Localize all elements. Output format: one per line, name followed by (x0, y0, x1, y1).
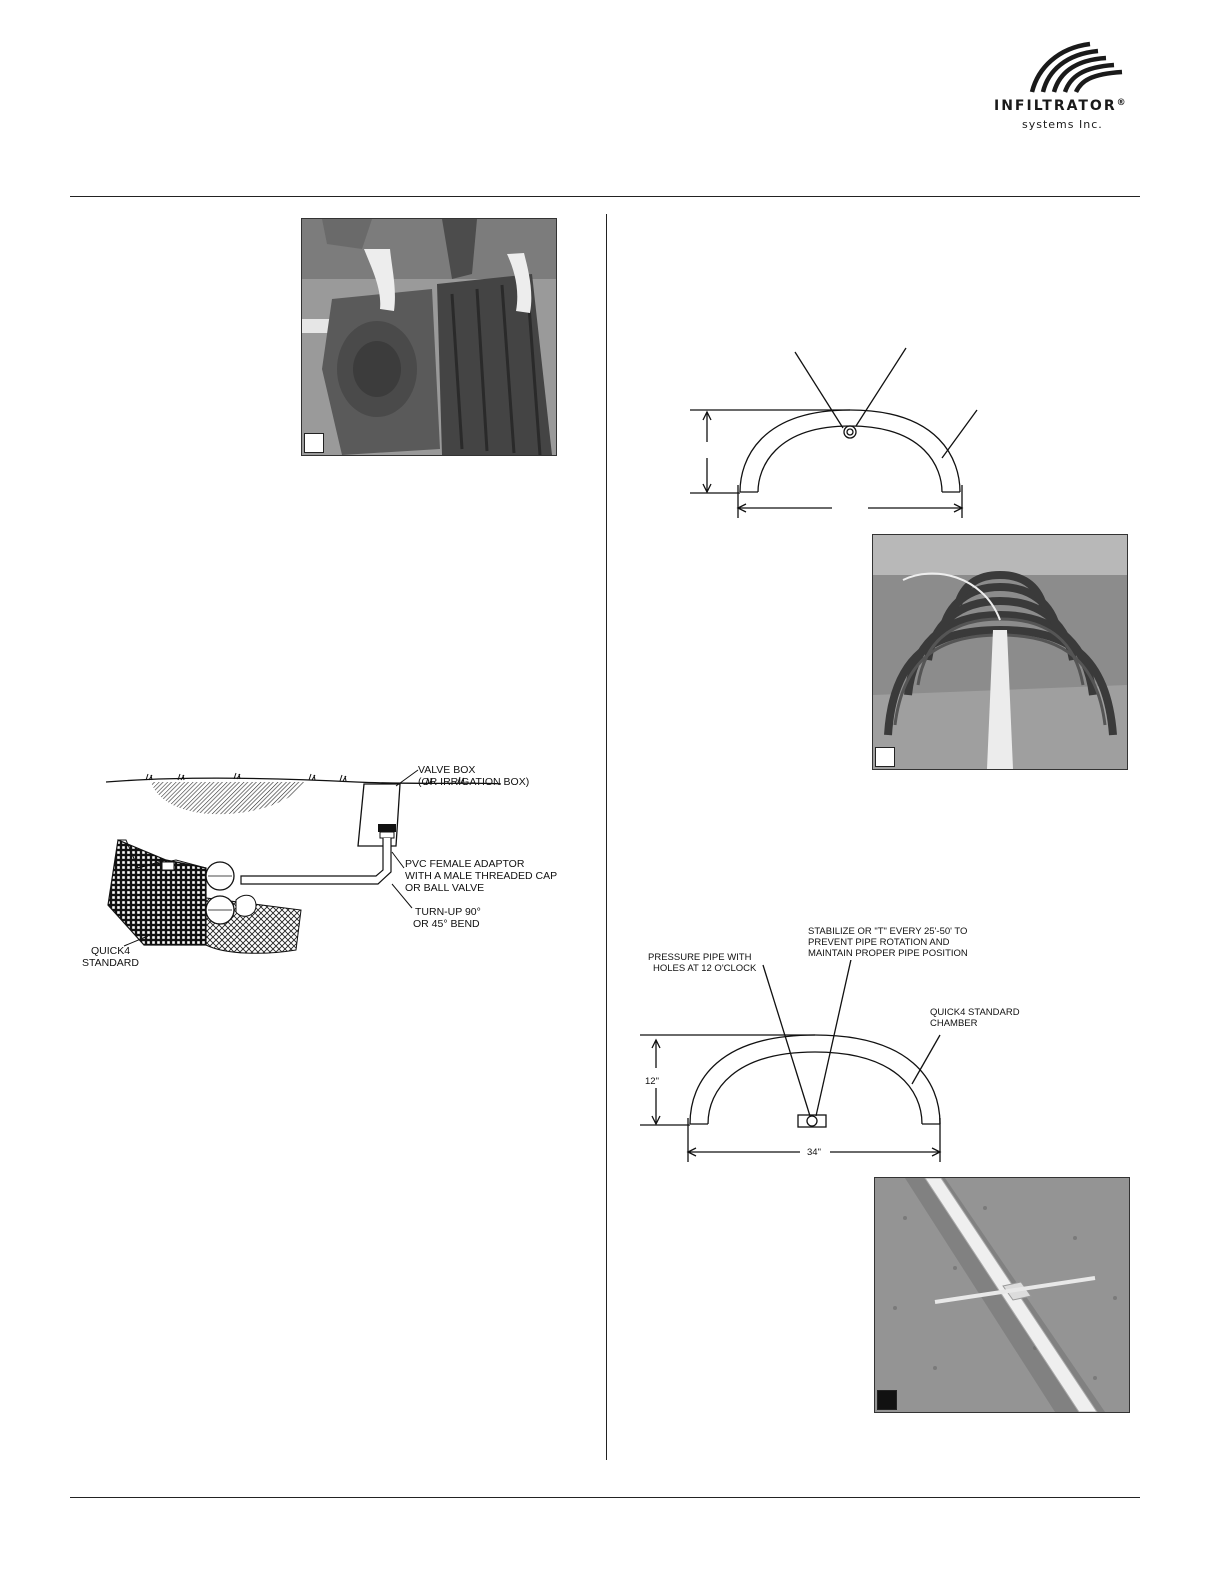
quick4-standard-label: QUICK4 STANDARD (82, 945, 139, 969)
height-dimension-label: 12" (645, 1076, 659, 1087)
photo-pipe-stabilizer-t (874, 1177, 1130, 1413)
width-dimension-label: 34" (807, 1147, 821, 1158)
chamber-cross-section-top (680, 340, 990, 520)
photo-coupling-endcap (301, 218, 557, 456)
brand-logo (990, 38, 1140, 138)
turn-up-bend-label: TURN-UP 90° OR 45° BEND (413, 906, 481, 930)
pressure-pipe-label: PRESSURE PIPE WITH HOLES AT 12 O'CLOCK (648, 952, 757, 974)
registered-mark: ® (1116, 98, 1128, 108)
header-rule (70, 196, 1140, 197)
footer-rule (70, 1497, 1140, 1498)
column-divider (606, 214, 607, 1460)
brand-name: INFILTRATOR® (994, 98, 1128, 114)
photo-chamber-with-pipe (872, 534, 1128, 770)
quick4-chamber-label: QUICK4 STANDARD CHAMBER (930, 1007, 1020, 1029)
pvc-adaptor-label: PVC FEMALE ADAPTOR WITH A MALE THREADED CAP OR BALL VALVE (405, 858, 558, 894)
stabilize-t-label: STABILIZE OR "T" EVERY 25'-50' TO PREVENT PIPE ROTATION AND MAINTAIN PROPER PIPE POSITION (808, 926, 968, 959)
photo-number-badge (304, 433, 324, 453)
arc-stripes-logo-icon (1028, 38, 1128, 94)
brand-subtitle: systems Inc. (1022, 118, 1103, 131)
valve-box-label: VALVE BOX (OR IRRIGATION BOX) (418, 764, 530, 788)
photo-number-badge (877, 1390, 897, 1410)
pipe-position-diagram (630, 960, 970, 1170)
photo-number-badge (875, 747, 895, 767)
